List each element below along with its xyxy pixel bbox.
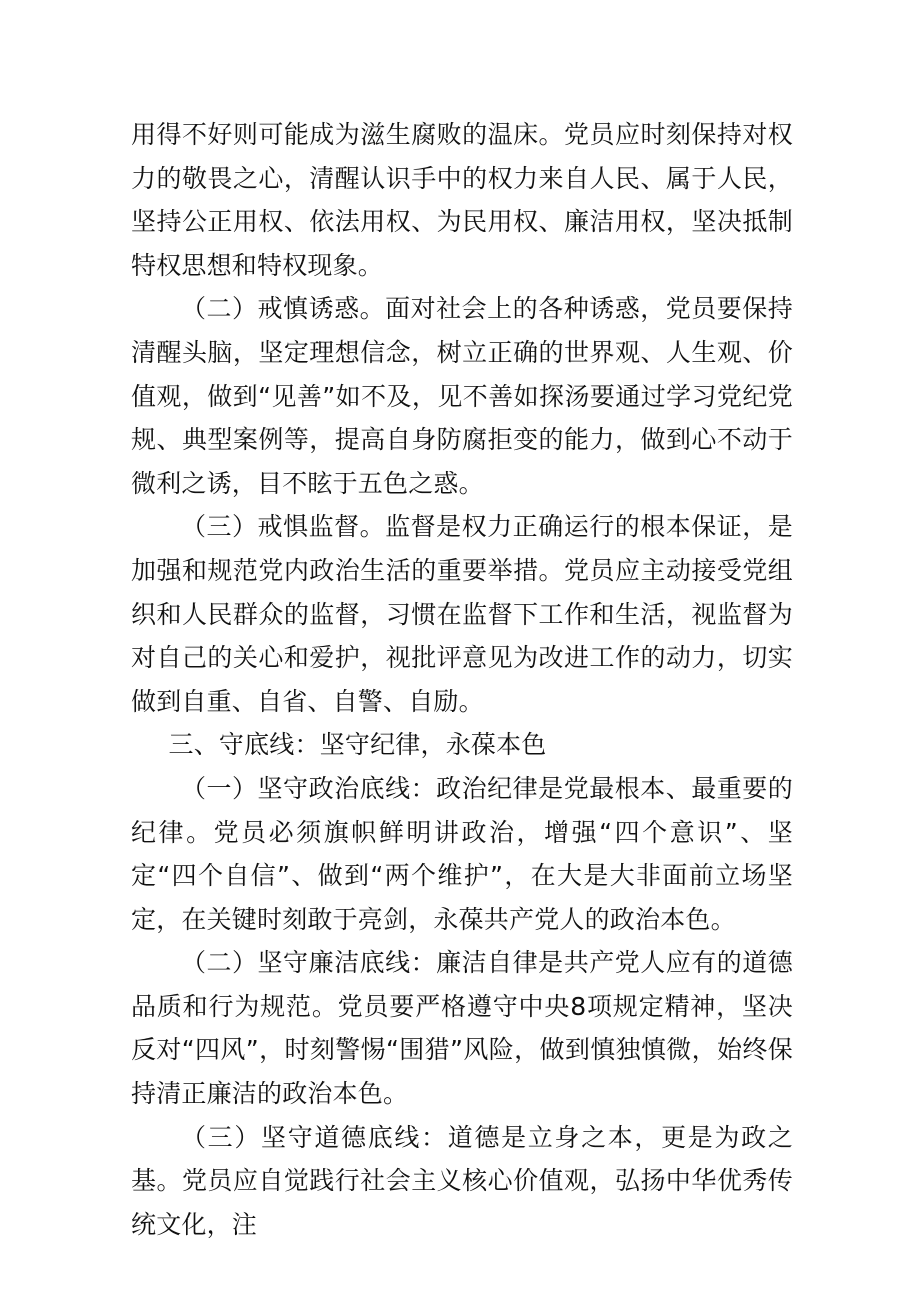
paragraph-political-bottom-line: （一）坚守政治底线：政治纪律是党最根本、最重要的纪律。党员必须旗帜鲜明讲政治，增强“四个意识”、坚定“四个自信”、做到“两个维护”，在大是大非面前立场坚定，在关键时刻敢于亮剑，永葆共产党人的政治本色。: [131, 773, 793, 934]
paragraph-accept-supervision: （三）戒惧监督。监督是权力正确运行的根本保证，是加强和规范党内政治生活的重要举措。党员应主动接受党组织和人民群众的监督，习惯在监督下工作和生活，视监督为对自己的关心和爱护，视批评意见为改进工作的动力，切实做到自重、自省、自警、自励。: [131, 512, 793, 716]
paragraph-integrity-bottom-line: （二）坚守廉洁底线：廉洁自律是共产党人应有的道德品质和行为规范。党员要严格遵守中央8项规定精神，坚决反对“四风”，时刻警惕“围猎”风险，做到慎独慎微，始终保持清正廉洁的政治本色。: [131, 948, 793, 1109]
document-body: [131, 113, 793, 1246]
section-heading-bottom-line: 三、守底线：坚守纪律，永葆本色: [168, 730, 547, 760]
paragraph-continuation: 用得不好则可能成为滋生腐败的温床。党员应时刻保持对权力的敬畏之心，清醒认识手中的权力来自人民、属于人民，坚持公正用权、依法用权、为民用权、廉洁用权，坚决抵制特权思想和特权现象。: [131, 120, 793, 280]
paragraph-moral-bottom-line: （三）坚守道德底线：道德是立身之本，更是为政之基。党员应自觉践行社会主义核心价值观，弘扬中华优秀传统文化，注: [131, 1122, 793, 1239]
paragraph-resist-temptation: （二）戒慎诱惑。面对社会上的各种诱惑，党员要保持清醒头脑，坚定理想信念，树立正确的世界观、人生观、价值观，做到“见善”如不及，见不善如探汤要通过学习党纪党规、典型案例等，提高自身防腐拒变的能力，做到心不动于微利之诱，目不眩于五色之惑。: [131, 294, 793, 498]
